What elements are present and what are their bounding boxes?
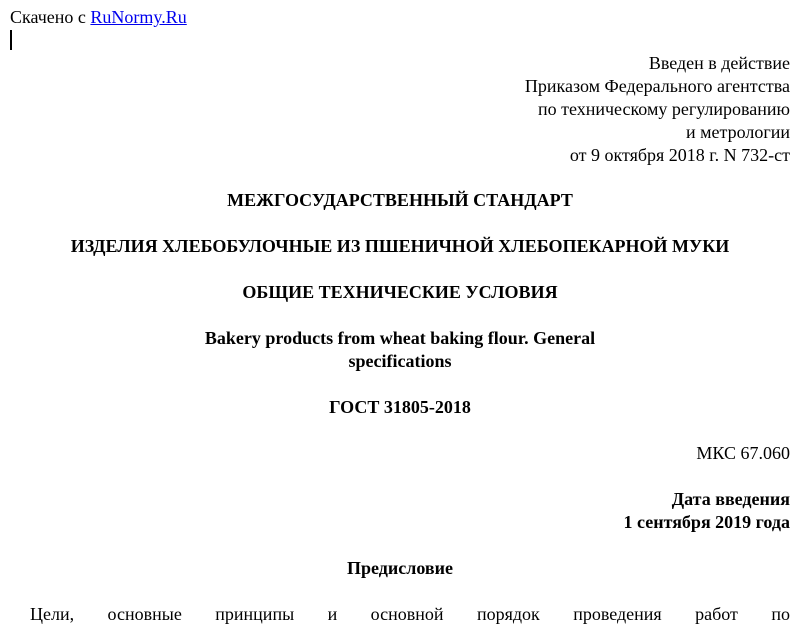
approval-line: Приказом Федерального агентства bbox=[524, 76, 790, 96]
introduction-date-label: Дата введения bbox=[671, 489, 790, 509]
introduction-date-value: 1 сентября 2019 года bbox=[623, 512, 790, 532]
standard-type-heading: МЕЖГОСУДАРСТВЕННЫЙ СТАНДАРТ bbox=[227, 190, 573, 210]
source-line bbox=[10, 6, 187, 28]
approval-line: от 9 октября 2018 г. N 732-ст bbox=[569, 145, 790, 165]
english-title-line: Bakery products from wheat baking flour. General bbox=[204, 328, 596, 348]
english-title bbox=[0, 327, 800, 373]
english-title-line: specifications bbox=[348, 351, 452, 371]
approval-line: и метрологии bbox=[686, 122, 790, 142]
mks-code: МКС 67.060 bbox=[696, 443, 790, 463]
subtitle: ОБЩИЕ ТЕХНИЧЕСКИЕ УСЛОВИЯ bbox=[242, 282, 558, 302]
text-cursor bbox=[10, 30, 12, 50]
main-title: ИЗДЕЛИЯ ХЛЕБОБУЛОЧНЫЕ ИЗ ПШЕНИЧНОЙ ХЛЕБОПЕКАРНОЙ МУКИ bbox=[70, 236, 730, 256]
source-link[interactable]: RuNormy.Ru bbox=[90, 7, 187, 27]
approval-line: по техническому регулированию bbox=[537, 99, 790, 119]
preface-paragraph: Цели, основные принципы и основной порядок проведения работ по bbox=[30, 604, 790, 624]
gost-number: ГОСТ 31805-2018 bbox=[329, 397, 471, 417]
preface-heading: Предисловие bbox=[347, 558, 453, 578]
approval-line: Введен в действие bbox=[648, 53, 790, 73]
approval-block bbox=[525, 52, 790, 167]
source-prefix: Скачено с bbox=[10, 7, 86, 27]
introduction-date-block bbox=[624, 488, 790, 534]
